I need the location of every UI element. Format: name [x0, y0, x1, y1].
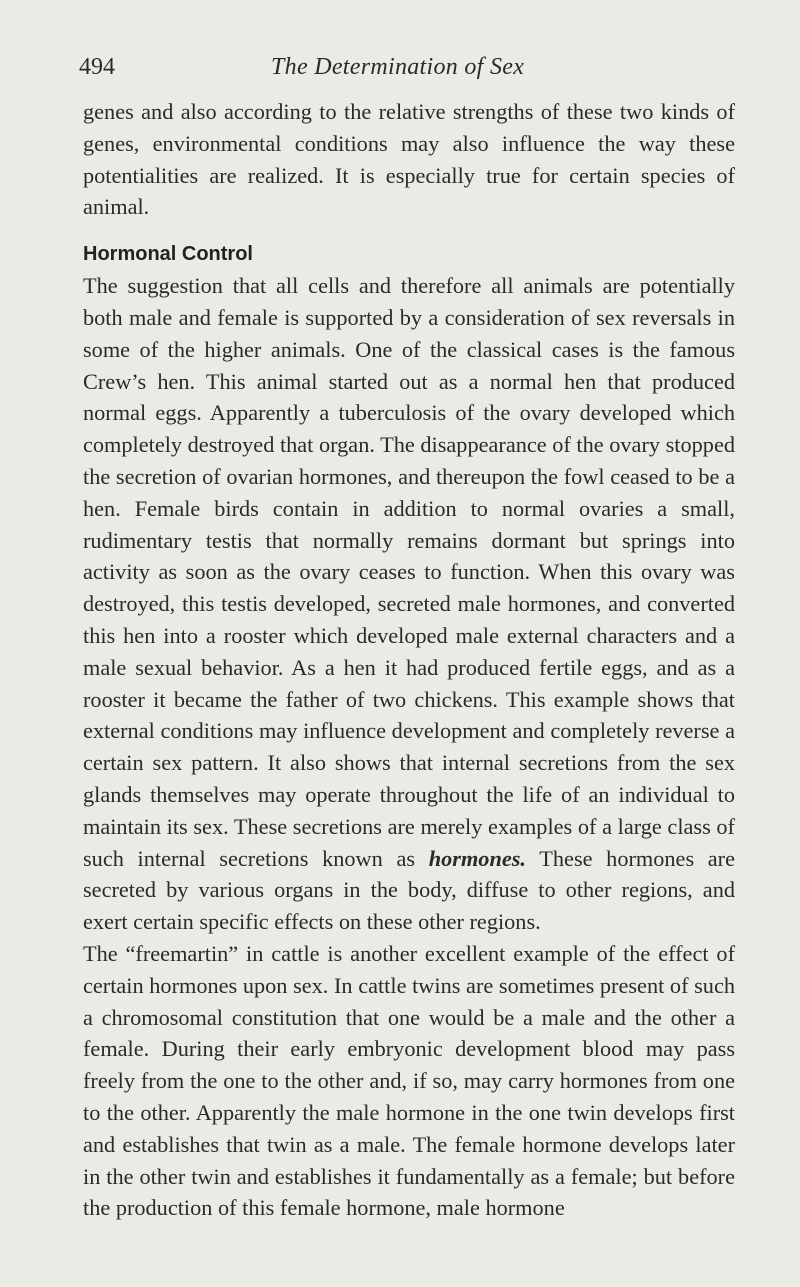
- section-heading: Hormonal Control: [83, 243, 253, 266]
- term-hormones: hormones.: [428, 845, 527, 871]
- paragraph-freemartin: The “freemartin” in cattle is another excellent example of the effect of certain hormones upon sex. In cattle twins are sometimes present of such a chromosomal constitution that one would be a male and the other a female. During their early embryonic development blood may pass freely from the one to the other and, if so, may carry hormones from one to the other. Apparently the male hormone in the one twin develops first and establishes that twin as a male. The female hormone develops later in the other twin and establishes it fundamentally as a female; but before the production of this female hormone, male hormone: [83, 940, 735, 1221]
- running-title: The Determination of Sex: [271, 54, 525, 80]
- paragraph-sex-reversal: [83, 270, 735, 938]
- page-number: 494: [79, 54, 115, 80]
- paragraph-sex-reversal-text: The suggestion that all cells and therefore all animals are potentially both male and female is supported by a consideration of sex reversals in some of the higher animals. One of the classical cases is the famous Crew’s hen. This animal started out as a normal hen that produced normal eggs. Apparently a tuberculosis of the ovary developed which completely destroyed that organ. The disappearance of the ovary stopped the secretion of ovarian hormones, and thereupon the fowl ceased to be a hen. Female birds contain in addition to normal ovaries a small, rudimentary testis that normally remains dormant but springs into activity as soon as the ovary ceases to function. When this ovary was destroyed, this testis developed, secreted male hormones, and converted this hen into a rooster which developed male external characters and a male sexual behavior. As a hen it had produced fertile eggs, and as a rooster it became the father of two chickens. This example shows that external conditions may influence development and completely reverse a certain sex pattern. It also shows that internal secretions from the sex glands themselves may operate throughout the life of an individual to maintain its sex. These secretions are merely examples of a large class of such internal secretions known as: [83, 273, 735, 871]
- running-head: [79, 52, 735, 92]
- book-page: [79, 52, 736, 1224]
- paragraph-sex-reversal-continuation: These hormones are secreted by various organs in the body, diffuse to other regions, and exert certain specific effects on these other regions.: [83, 845, 736, 935]
- intro-paragraph: genes and also according to the relative strengths of these two kinds of genes, environmental conditions may also influence the way these potentialities are realized. It is especially true for certain species of animal.: [83, 99, 735, 220]
- body-text: [83, 96, 735, 1224]
